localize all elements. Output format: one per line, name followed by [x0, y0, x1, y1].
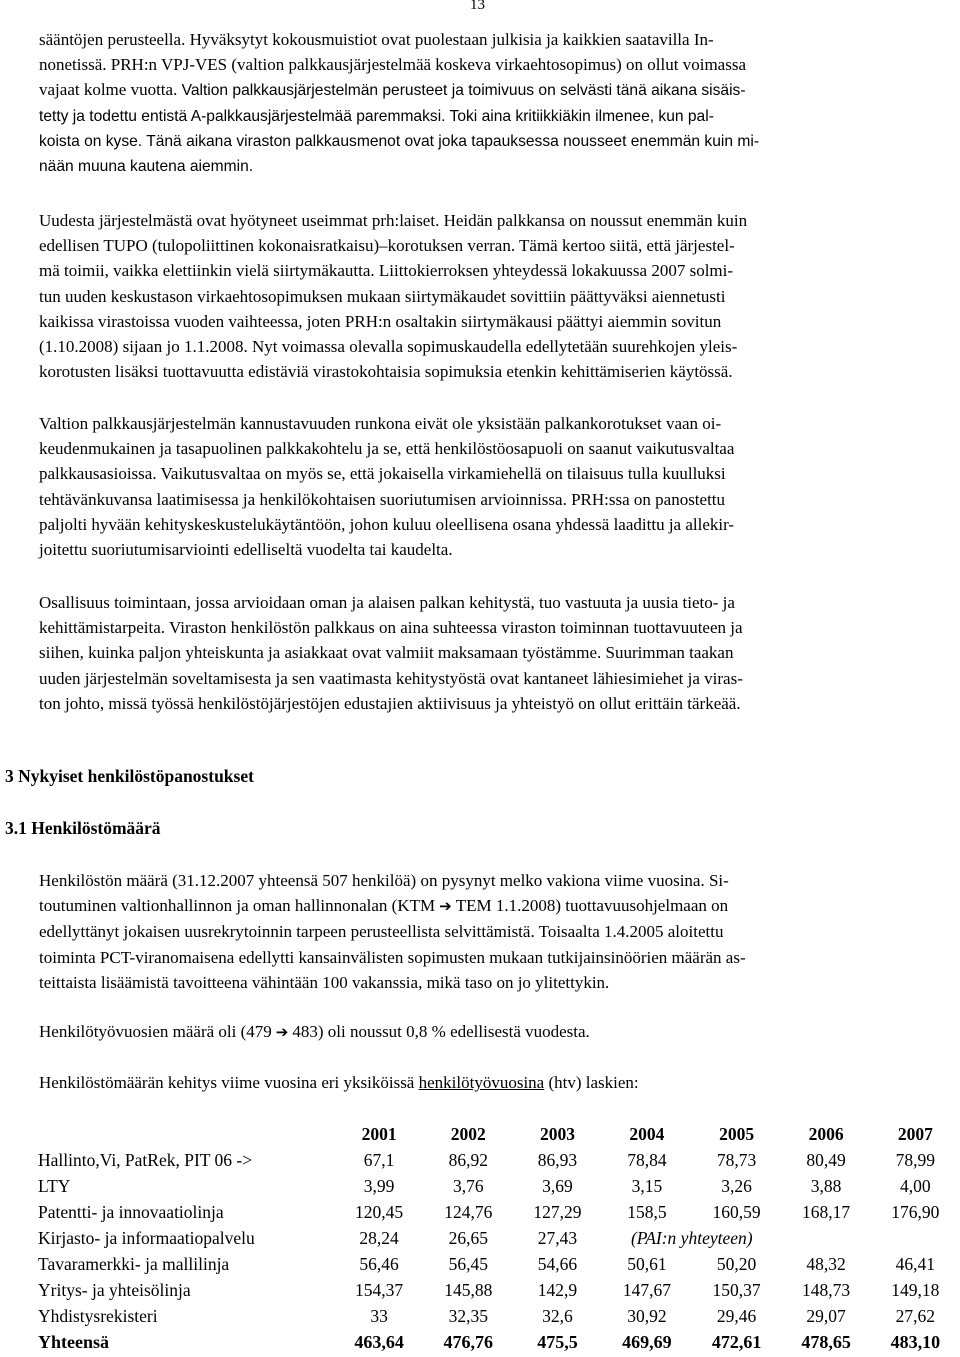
text-line: sääntöjen perusteella. Hyväksytyt kokousmuistiot ovat puolestaan julkisia ja kaikkien saatavilla In- — [39, 30, 714, 49]
cell: 142,9 — [537, 1279, 578, 1300]
cell: 160,59 — [712, 1201, 761, 1222]
cell: 78,84 — [627, 1149, 667, 1170]
table-header-row — [38, 1121, 960, 1147]
text-line: (1.10.2008) sijaan jo 1.1.2008. Nyt voimassa olevalla sopimuskaudella edellytetään suurehkojen yleis- — [39, 337, 738, 357]
section-heading: 3 Nykyiset henkilöstöpanostukset — [5, 766, 254, 786]
cell: 158,5 — [627, 1201, 667, 1222]
paragraph-6 — [39, 1019, 939, 1045]
total-cell: 475,5 — [537, 1331, 578, 1352]
year-header: 2007 — [897, 1123, 933, 1144]
text-line: Valtion palkkausjärjestelmän kannustavuuden runkona eivät ole yksistään palkankorotukset vaan oi- — [39, 414, 722, 433]
text-line — [39, 893, 939, 919]
text-line: uuden järjestelmän soveltamisesta ja sen vaatimasta kehitystyöstä ovat kantaneet lähiesimiehet ja viras- — [39, 668, 743, 688]
table-total-row — [38, 1329, 960, 1355]
total-cell: 483,10 — [890, 1331, 941, 1352]
arrow-right-icon: ➔ — [275, 1023, 289, 1041]
cell: 54,66 — [537, 1253, 578, 1274]
text-fragment: Valtion palkkausjärjestelmän perusteet ja toimivuus on selvästi tänä aikana sisäis- — [181, 82, 746, 100]
table-row — [38, 1251, 960, 1277]
text-line: paljolti hyvään kehityskeskustelukäytäntöön, johon kuluu oleellisena osana yhdessä laadittu ja allekir- — [39, 514, 735, 534]
year-header: 2005 — [719, 1123, 755, 1144]
paragraph-1 — [39, 27, 939, 179]
cell: 26,65 — [448, 1227, 488, 1248]
year-header: 2004 — [629, 1123, 665, 1144]
year-header: 2001 — [361, 1123, 397, 1144]
table-row — [38, 1277, 960, 1303]
row-label: Yritys- ja yhteisölinja — [38, 1279, 191, 1300]
text-fragment: (htv) laskien: — [544, 1073, 639, 1092]
merge-note: (PAI:n yhteyteen) — [630, 1227, 753, 1248]
text-line: tehtävänkuvansa laatimisessa ja henkilökohtaisen suoriutumisen arvioinnissa. PRH:ssa on panostettu — [39, 489, 726, 509]
text-line: kaikissa virastoissa vuoden vaihteessa, joten PRH:n osaltakin siirtymäkausi päättyi aiemmin sovitun — [39, 311, 722, 331]
text-line: tetty ja todettu entistä A-palkkausjärjestelmää paremmaksi. Toki aina kritiikkiäkin ilmenee, kun pal- — [39, 107, 714, 125]
cell: 67,1 — [363, 1149, 395, 1170]
text-line: ton johto, missä työssä henkilöstöjärjestöjen edustajien aktiivisuus ja yhteistyö on ollut erittäin tärkeää. — [39, 693, 741, 713]
cell: 86,93 — [537, 1149, 578, 1170]
staff-table — [38, 1121, 960, 1355]
cell: 3,26 — [721, 1175, 752, 1196]
cell: 154,37 — [355, 1279, 404, 1300]
text-fragment: toutuminen valtionhallinnon ja oman hallinnonalan (KTM — [39, 896, 436, 916]
cell: 86,92 — [448, 1149, 488, 1170]
cell: 27,62 — [895, 1305, 936, 1326]
cell: 33 — [370, 1305, 388, 1326]
text-fragment: vajaat kolme vuotta. — [39, 80, 182, 100]
text-line: edellyttänyt jokaisen uusrekrytoinnin tarpeen perusteellista selvittämistä. Toisaalta 1.4.2005 aloitettu — [39, 922, 724, 942]
subsection-heading: 3.1 Henkilöstömäärä — [5, 818, 161, 838]
paragraph-5 — [39, 868, 939, 995]
table-header-blank — [38, 1121, 334, 1147]
total-cell: 478,65 — [801, 1331, 851, 1352]
text-line: toiminta PCT-viranomaisena edellytti kansainvälisten sopimusten mukaan tutkijainsinöörien määrän as- — [39, 947, 746, 967]
cell: 3,99 — [363, 1175, 395, 1196]
cell: 3,76 — [452, 1175, 484, 1196]
text-line — [39, 1019, 939, 1045]
paragraph-2 — [39, 208, 939, 384]
cell: 148,73 — [802, 1279, 851, 1300]
text-line: mä toimii, vaikka elettiinkin vielä siirtymäkautta. Liittokierroksen yhteydessä lokakuussa 2007 solmi- — [39, 261, 734, 281]
cell: 80,49 — [806, 1149, 846, 1170]
text-line: edellisen TUPO (tulopoliittinen kokonaisratkaisu)–korotuksen verran. Tämä kertoo siitä, että järjestel- — [39, 236, 735, 256]
cell: 120,45 — [355, 1201, 404, 1222]
cell: 32,6 — [542, 1305, 573, 1326]
cell: 3,88 — [810, 1175, 842, 1196]
row-label: Hallinto,Vi, PatRek, PIT 06 -> — [38, 1149, 253, 1170]
cell: 124,76 — [444, 1201, 493, 1222]
cell: 27,43 — [537, 1227, 578, 1248]
cell: 28,24 — [359, 1227, 399, 1248]
row-label: Patentti- ja innovaatiolinja — [38, 1201, 224, 1222]
text-line — [39, 1070, 939, 1095]
text-line: Henkilöstön määrä (31.12.2007 yhteensä 507 henkilöä) on pysynyt melko vakiona viime vuosina. Si- — [39, 871, 729, 890]
cell: 149,18 — [891, 1279, 940, 1300]
row-label: Kirjasto- ja informaatiopalvelu — [38, 1227, 255, 1248]
cell: 176,90 — [891, 1201, 940, 1222]
total-cell: 469,69 — [622, 1331, 672, 1352]
cell: 50,20 — [716, 1253, 757, 1274]
cell: 78,99 — [895, 1149, 936, 1170]
cell: 48,32 — [806, 1253, 846, 1274]
text-line: koista on kyse. Tänä aikana viraston palkkausmenot ovat joka tapauksessa nousseet enemmän kuin mi- — [39, 132, 760, 150]
cell: 145,88 — [444, 1279, 493, 1300]
cell — [781, 1225, 870, 1251]
total-cell: 472,61 — [711, 1331, 762, 1352]
cell — [871, 1225, 960, 1251]
text-fragment: Henkilöstömäärän kehitys viime vuosina eri yksiköissä — [39, 1073, 419, 1092]
row-label: Yhdistysrekisteri — [38, 1305, 158, 1326]
year-header: 2002 — [450, 1123, 486, 1144]
table-row — [38, 1147, 960, 1173]
cell: 150,37 — [712, 1279, 761, 1300]
row-label: Tavaramerkki- ja mallilinja — [38, 1253, 230, 1274]
total-cell: 476,76 — [443, 1331, 494, 1352]
cell: 29,46 — [716, 1305, 757, 1326]
cell: 3,69 — [542, 1175, 573, 1196]
text-line: kehittämistarpeita. Viraston henkilöstön palkkaus on aina suhteessa viraston toiminnan tuottavuuteen ja — [39, 618, 743, 638]
cell: 56,45 — [448, 1253, 488, 1274]
table-row — [38, 1225, 960, 1251]
total-cell: 463,64 — [354, 1331, 404, 1352]
year-header: 2006 — [808, 1123, 844, 1144]
cell: 46,41 — [895, 1253, 936, 1274]
cell: 78,73 — [716, 1149, 757, 1170]
text-line: teittaista lisäämistä tavoitteena vähintään 100 vakanssia, mikä taso on jo ylitettykin. — [39, 972, 610, 992]
cell: 30,92 — [627, 1305, 667, 1326]
year-header: 2003 — [539, 1123, 575, 1144]
table-row — [38, 1199, 960, 1225]
paragraph-3 — [39, 411, 939, 562]
cell: 29,07 — [806, 1305, 846, 1326]
cell: 127,29 — [533, 1201, 582, 1222]
cell: 147,67 — [622, 1279, 671, 1300]
text-line: nonetissä. PRH:n VPJ-VES (valtion palkkausjärjestelmää koskeva virkaehtosopimus) on ollut voimassa — [39, 55, 746, 75]
cell: 50,61 — [627, 1253, 667, 1274]
table-row — [38, 1303, 960, 1329]
text-line: nään muuna kautena aiemmin. — [39, 158, 254, 176]
text-line: joitettu suoriutumisarviointi edelliseltä vuodelta tai kaudelta. — [39, 540, 453, 560]
text-fragment: 483) oli noussut 0,8 % edellisestä vuodesta. — [292, 1022, 590, 1041]
text-line: tun uuden keskustason virkaehtosopimuksen mukaan siirtymäkaudet sovittiin päättyväksi aiennetusti — [39, 286, 726, 306]
text-line: keudenmukainen ja tasapuolinen palkkakohtelu ja se, että henkilöstöosapuoli on saanut vaikutusvaltaa — [39, 439, 735, 459]
row-label: Yhteensä — [38, 1331, 109, 1352]
text-line — [39, 77, 939, 103]
paragraph-4 — [39, 590, 939, 716]
cell: 4,00 — [900, 1175, 931, 1196]
cell: 32,35 — [448, 1305, 488, 1326]
table-row — [38, 1173, 960, 1199]
text-line: palkkausasioissa. Vaikutusvaltaa on myös se, että jokaisella virkamiehellä on tilaisuus tulla kuulluksi — [39, 464, 726, 484]
cell: 3,15 — [631, 1175, 663, 1196]
text-line: Uudesta järjestelmästä ovat hyötyneet useimmat prh:laiset. Heidän palkkansa on noussut enemmän kuin — [39, 211, 748, 230]
cell: 168,17 — [802, 1201, 851, 1222]
text-line: siihen, kuinka paljon yhteiskunta ja asiakkaat ovat valmiit maksamaan työstämme. Suurimman taakan — [39, 643, 734, 663]
page-number: 13 — [470, 0, 485, 13]
row-label: LTY — [38, 1175, 71, 1196]
arrow-right-icon: ➔ — [439, 897, 452, 916]
text-line: Osallisuus toimintaan, jossa arvioidaan oman ja alaisen palkan kehitystä, tuo vastuuta ja uusia tieto- ja — [39, 593, 735, 612]
text-fragment: Henkilötyövuosien määrä oli (479 — [39, 1022, 272, 1041]
text-fragment: TEM 1.1.2008) tuottavuusohjelmaan on — [455, 896, 729, 916]
underlined-text: henkilötyövuosina — [418, 1073, 545, 1092]
cell: 56,46 — [359, 1253, 399, 1274]
paragraph-7 — [39, 1070, 939, 1095]
text-line: korotusten lisäksi tuottavuutta edistäviä virastokohtaisia sopimuksia etenkin kehittämiserien käytössä. — [39, 362, 733, 382]
